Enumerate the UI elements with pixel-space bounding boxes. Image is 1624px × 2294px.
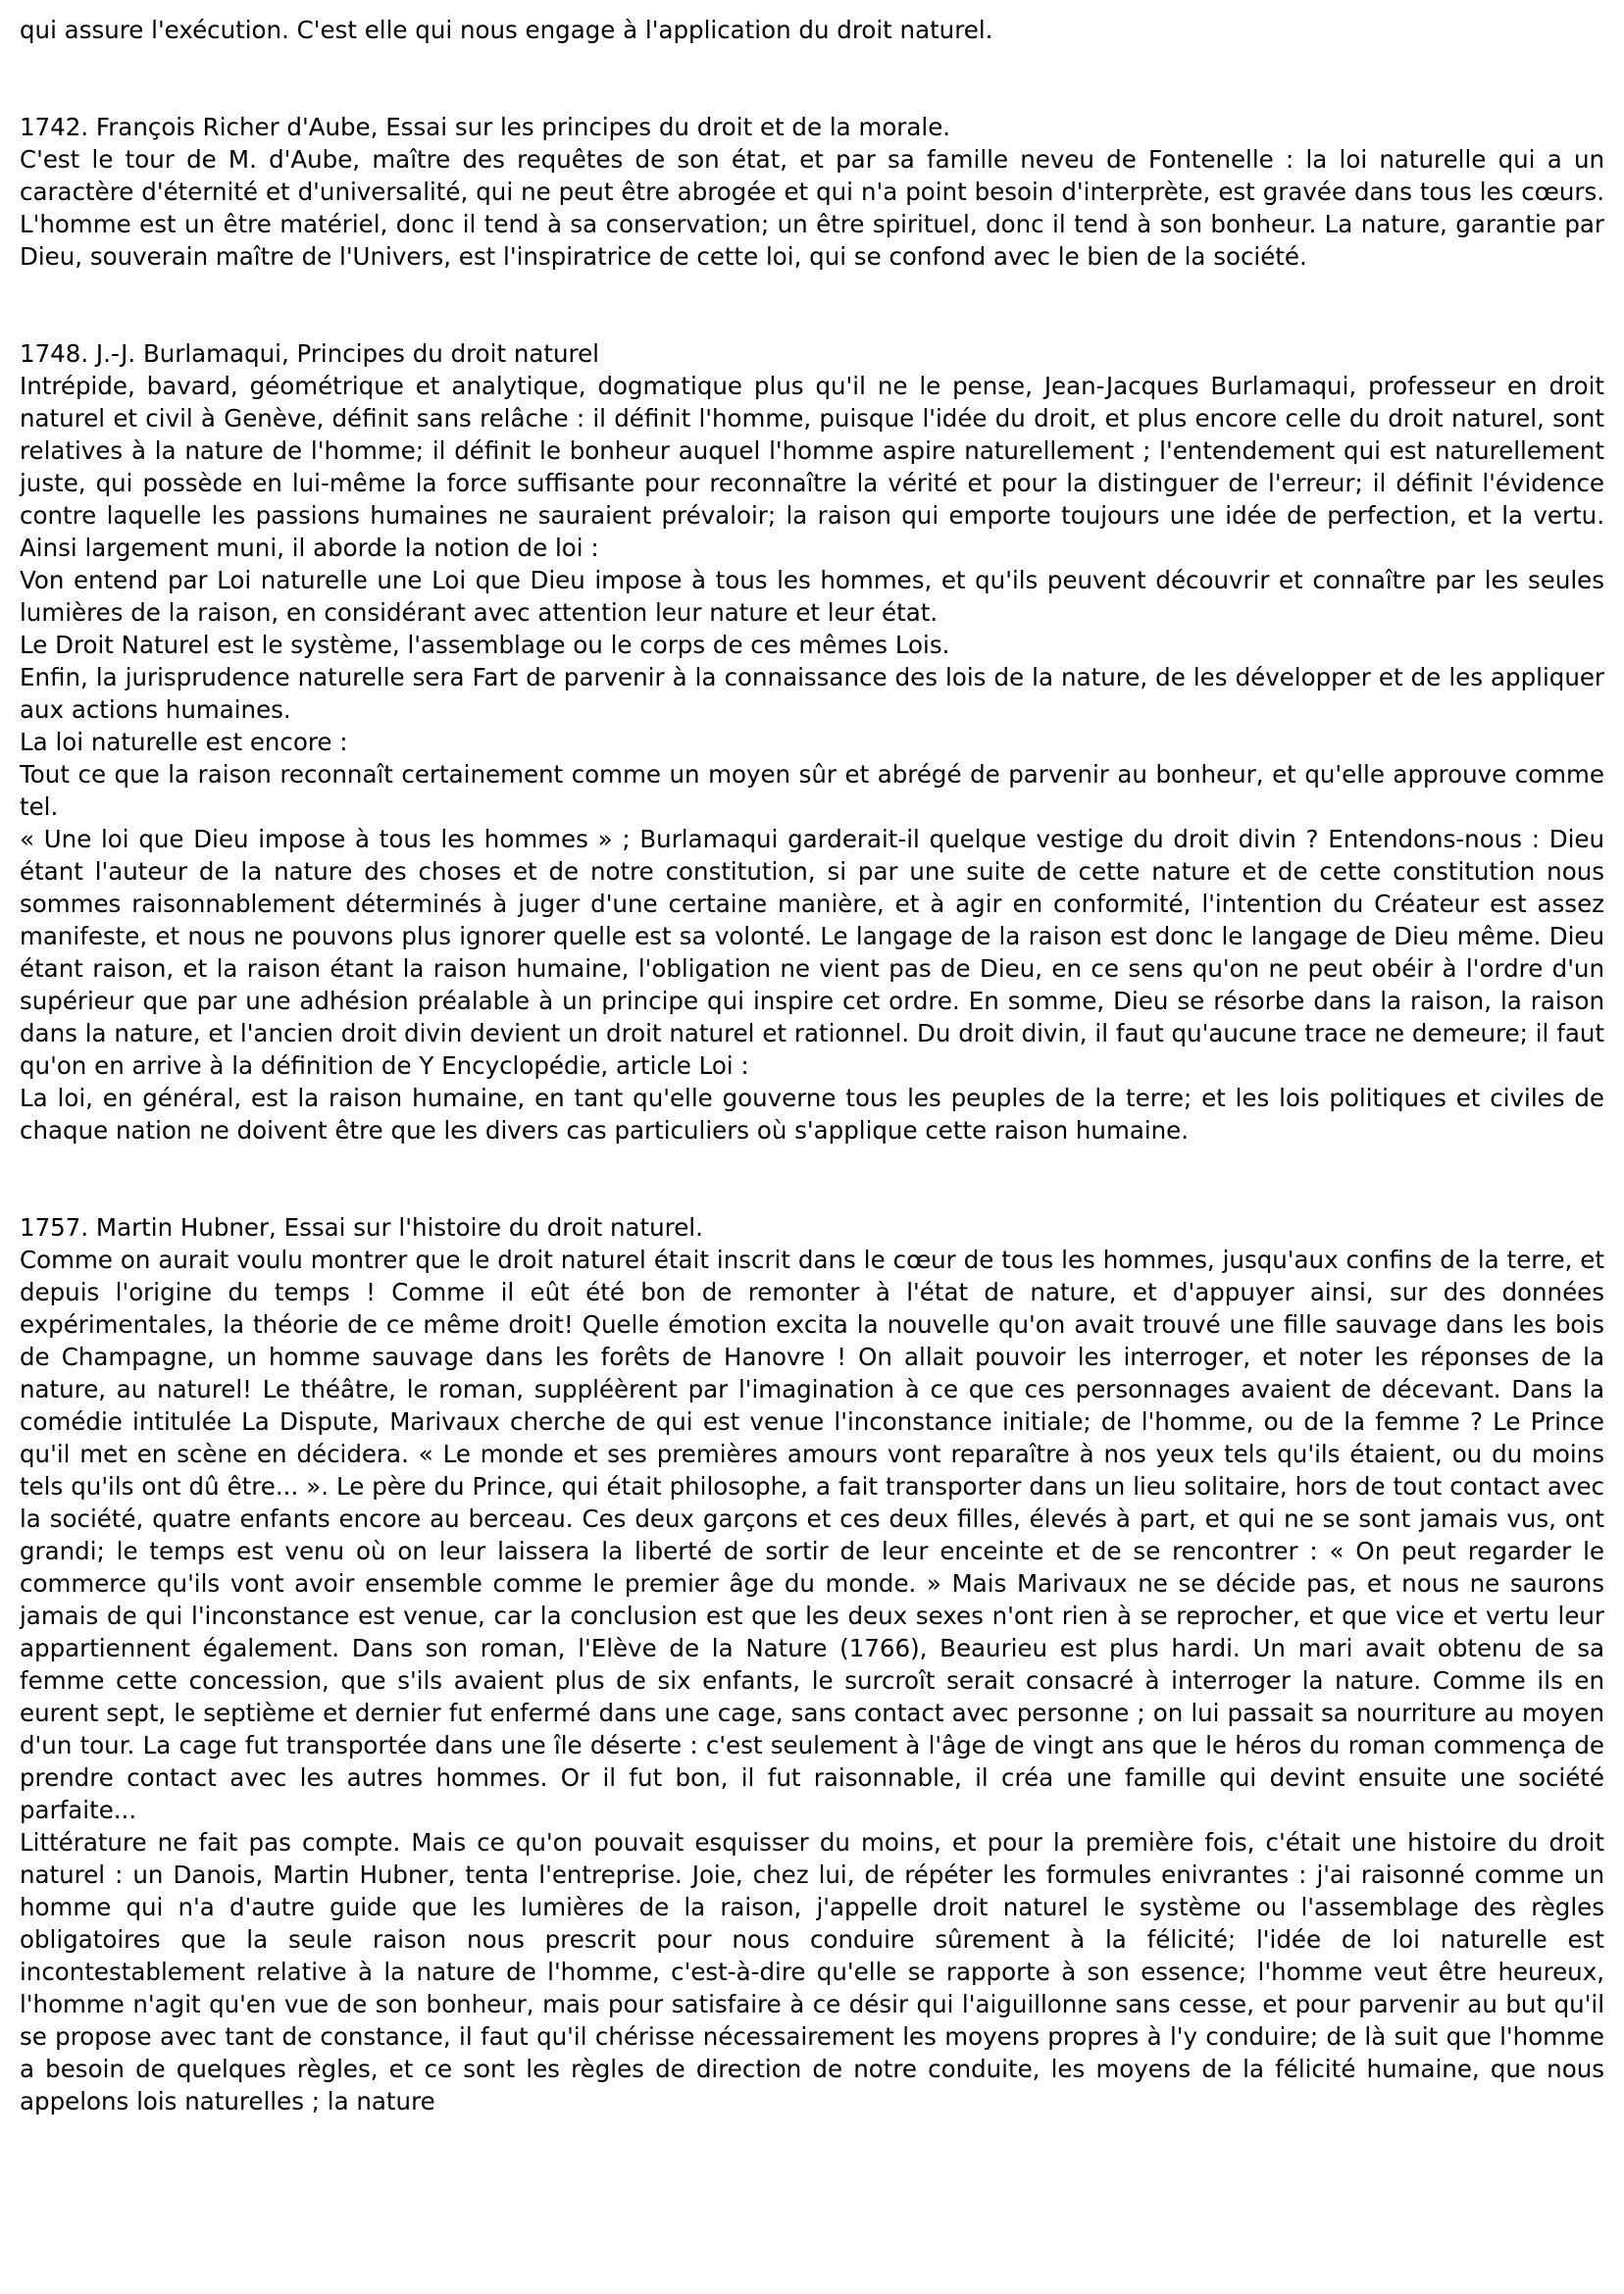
entry-paragraph: Comme on aurait voulu montrer que le droit naturel était inscrit dans le cœur de tous les hommes, jusqu'aux confins de la terre, et depuis l'origine du temps ! Comme il eût été bon de remonter à l'état de nature, et d'appuyer ainsi, sur des données expérimentales, la théorie de ce même droit! Quelle émotion excita la nouvelle qu'on avait trouvé une fille sauvage dans les bois de Champagne, un homme sauvage dans les forêts de Hanovre ! On allait pouvoir les interroger, et noter les réponses de la nature, au naturel! Le théâtre, le roman, suppléèrent par l'imagination à ce que ces personnages avaient de décevant. Dans la comédie intitulée La Dispute, Marivaux cherche de qui est venue l'inconstance initiale; de l'homme, ou de la femme ? Le Prince qu'il met en scène en décidera. « Le monde et ses premières amours vont reparaître à nos yeux tels qu'ils étaient, ou du moins tels qu'ils ont dû être... ». Le père du Prince, qui était philosophe, a fait transporter dans un lieu solitaire, hors de tout contact avec la société, quatre enfants encore au berceau. Ces deux garçons et ces deux filles, élevés à part, et qui ne se sont jamais vus, ont grandi; le temps est venu où on leur laissera la liberté de sortir de leur enceinte et de se rencontrer : « On peut regarder le commerce qu'ils vont avoir ensemble comme le premier âge du monde. » Mais Marivaux ne se décide pas, et nous ne saurons jamais de qui l'inconstance est venue, car la conclusion est que les deux sexes n'ont rien à se reprocher, et que vice et vertu leur appartiennent également. Dans son roman, l'Elève de la Nature (1766), Beaurieu est plus hardi. Un mari avait obtenu de sa femme cette concession, que s'ils avaient plus de six enfants, le surcroît serait consacré à interroger la nature. Comme ils en eurent sept, le septième et dernier fut enfermé dans une cage, sans contact avec personne ; on lui passait sa nourriture au moyen d'un tour. La cage fut transportée dans une île déserte : c'est seulement à l'âge de vingt ans que le héros du roman commença de prendre contact avec les autres hommes. Or il fut bon, il fut raisonnable, il créa une famille qui devint ensuite une société parfaite... xyxy=(20,1246,1604,1824)
entry-heading: 1757. Martin Hubner, Essai sur l'histoire du droit naturel. xyxy=(20,1213,703,1242)
section-gap xyxy=(20,46,1604,111)
section-gap xyxy=(20,273,1604,337)
entry-paragraph: Tout ce que la raison reconnaît certainement comme un moyen sûr et abrégé de parvenir au bonheur, et qu'elle approuve comme tel. xyxy=(20,760,1604,821)
entry-heading: 1748. J.-J. Burlamaqui, Principes du droit naturel xyxy=(20,339,599,368)
entry-1742 xyxy=(20,111,1604,273)
entry-heading: 1742. François Richer d'Aube, Essai sur les principes du droit et de la morale. xyxy=(20,113,951,141)
entry-paragraph: La loi naturelle est encore : xyxy=(20,728,348,756)
document-page xyxy=(20,14,1604,2117)
entry-1757 xyxy=(20,1211,1604,2117)
entry-paragraph: « Une loi que Dieu impose à tous les hommes » ; Burlamaqui garderait-il quelque vestige du droit divin ? Entendons-nous : Dieu étant l'auteur de la nature des choses et de notre constitution, si par une suite de cette nature et de cette constitution nous sommes raisonnablement déterminés à juger d'une certaine manière, et à agir en conformité, l'intention du Créateur est assez manifeste, et nous ne pouvons plus ignorer quelle est sa volonté. Le langage de la raison est donc le langage de Dieu même. Dieu étant raison, et la raison étant la raison humaine, l'obligation ne vient pas de Dieu, en ce sens qu'on ne peut obéir à l'ordre d'un supérieur que par une adhésion préalable à un principe qui inspire cet ordre. En somme, Dieu se résorbe dans la raison, la raison dans la nature, et l'ancien droit divin devient un droit naturel et rationnel. Du droit divin, il faut qu'aucune trace ne demeure; il faut qu'on en arrive à la définition de Y Encyclopédie, article Loi : xyxy=(20,825,1604,1080)
entry-paragraph: Littérature ne fait pas compte. Mais ce qu'on pouvait esquisser du moins, et pour la première fois, c'était une histoire du droit naturel : un Danois, Martin Hubner, tenta l'entreprise. Joie, chez lui, de répéter les formules enivrantes : j'ai raisonné comme un homme qui n'a d'autre guide que les lumières de la raison, j'appelle droit naturel le système ou l'assemblage des règles obligatoires que la seule raison nous prescrit pour nous conduire sûrement à la félicité; l'idée de loi naturelle est incontestablement relative à la nature de l'homme, c'est-à-dire qu'elle se rapporte à son essence; l'homme veut être heureux, l'homme n'agit qu'en vue de son bonheur, mais pour satisfaire à ce désir qui l'aiguillonne sans cesse, et pour parvenir au but qu'il se propose avec tant de constance, il faut qu'il chérisse nécessairement les moyens propres à l'y conduire; de là suit que l'homme a besoin de quelques règles, et ce sont les règles de direction de notre conduite, les moyens de la félicité humaine, que nous appelons lois naturelles ; la nature xyxy=(20,1828,1604,2116)
entry-paragraph: Intrépide, bavard, géométrique et analytique, dogmatique plus qu'il ne le pense, Jean-Jacques Burlamaqui, professeur en droit naturel et civil à Genève, définit sans relâche : il définit l'homme, puisque l'idée du droit, et plus encore celle du droit naturel, sont relatives à la nature de l'homme; il définit le bonheur auquel l'homme aspire naturellement ; l'entendement qui est naturellement juste, qui possède en lui-même la force suffisante pour reconnaître la vérité et pour la distinguer de l'erreur; il définit l'évidence contre laquelle les passions humaines ne sauraient prévaloir; la raison qui emporte toujours une idée de perfection, et la vertu. Ainsi largement muni, il aborde la notion de loi : xyxy=(20,372,1604,562)
entry-paragraph: C'est le tour de M. d'Aube, maître des requêtes de son état, et par sa famille neveu de Fontenelle : la loi naturelle qui a un caractère d'éternité et d'universalité, qui ne peut être abrogée et qui n'a point besoin d'interprète, est gravée dans tous les cœurs. L'homme est un être matériel, donc il tend à sa conservation; un être spirituel, donc il tend à son bonheur. La nature, garantie par Dieu, souverain maître de l'Univers, est l'inspiratrice de cette loi, qui se confond avec le bien de la société. xyxy=(20,145,1604,271)
entry-paragraph: Von entend par Loi naturelle une Loi que Dieu impose à tous les hommes, et qu'ils peuvent découvrir et connaître par les seules lumières de la raison, en considérant avec attention leur nature et leur état. xyxy=(20,566,1604,627)
entry-1748 xyxy=(20,337,1604,1147)
entry-paragraph: Le Droit Naturel est le système, l'assemblage ou le corps de ces mêmes Lois. xyxy=(20,631,950,659)
entry-paragraph: La loi, en général, est la raison humaine, en tant qu'elle gouverne tous les peuples de la terre; et les lois politiques et civiles de chaque nation ne doivent être que les divers cas particuliers où s'applique cette raison humaine. xyxy=(20,1084,1604,1145)
intro-paragraph: qui assure l'exécution. C'est elle qui nous engage à l'application du droit naturel. xyxy=(20,16,993,44)
section-gap xyxy=(20,1147,1604,1211)
entry-paragraph: Enfin, la jurisprudence naturelle sera Fart de parvenir à la connaissance des lois de la nature, de les développer et de les appliquer aux actions humaines. xyxy=(20,663,1604,724)
